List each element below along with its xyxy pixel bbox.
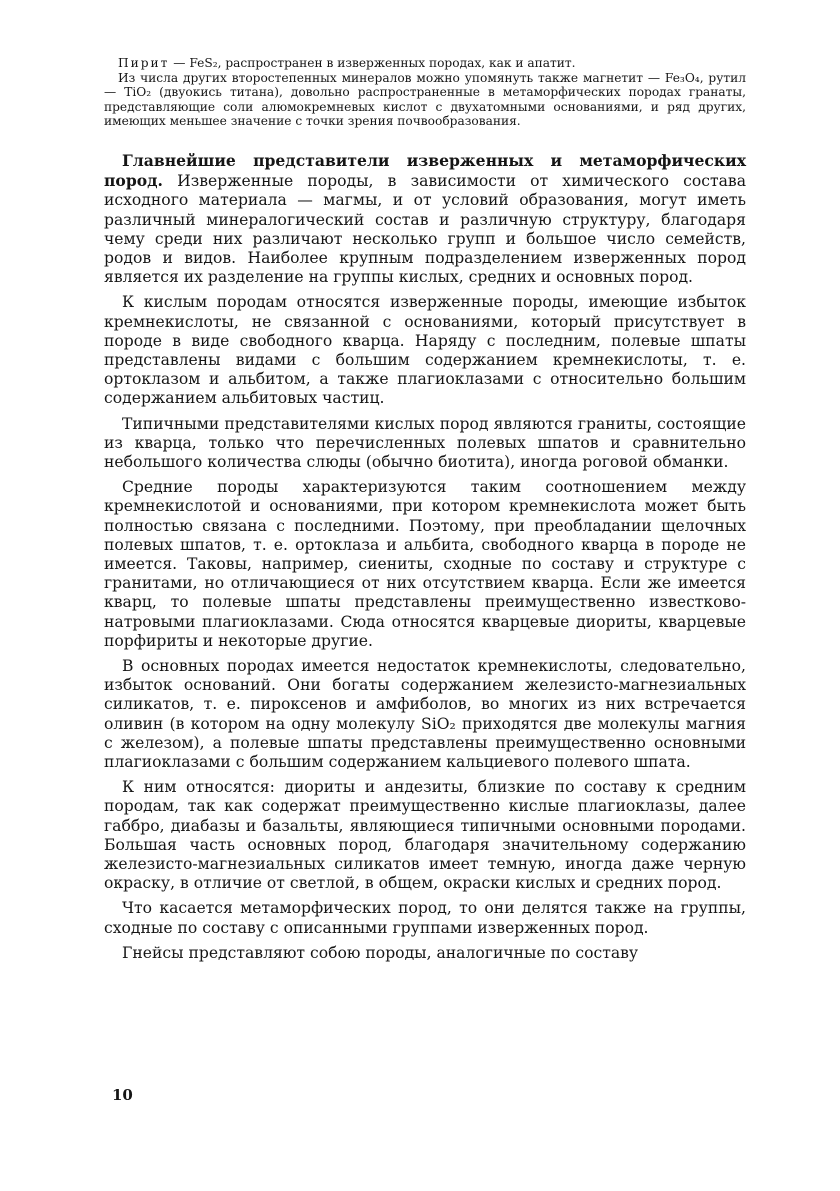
minor-minerals-paragraph: Из числа других второстепенных минералов можно упомянуть также магнетит — Fe₃O₄, рутил — TiO₂ (двуокись титана), довольно распространенные в метаморфических породах гранаты, представляющие соли алюмокремневых кислот с двухатомными основаниями, и ряд других, имеющих меньшее значение с точки зрения почвообразования. [104, 70, 746, 129]
intermediate-rocks-paragraph: Средние породы характеризуются таким соотношением между кремнекислотой и основаниями, при котором кремнекислота может быть полностью связана с последними. Поэтому, при преобладании щелочных полевых шпатов, т. е. ортоклаза и альбита, свободного кварца в породе не имеется. Таковы, например, сиениты, сходные по составу и структуре с гранитами, но отличающиеся от них отсутствием кварца. Если же имеется кварц, то полевые шпаты представлены преимущественно известково-натровыми плагиоклазами. Сюда относятся кварцевые диориты, кварцевые порфириты и некоторые другие. [104, 478, 746, 650]
acid-rocks-paragraph: К кислым породам относятся изверженные породы, имеющие избыток кремнекислоты, не связанной с основаниями, который присутствует в породе в виде свободного кварца. Наряду с последним, полевые шпаты представлены видами с большим содержанием кремнекислоты, т. е. ортоклазом и альбитом, а также плагиоклазами с относительно большим содержанием альбитовых частиц. [104, 293, 746, 408]
pyrite-paragraph [104, 56, 746, 71]
basic-rocks-paragraph: В основных породах имеется недостаток кремнекислоты, следовательно, избыток оснований. Они богаты содержанием железисто-магнезиальных силикатов, т. е. пироксенов и амфиболов, во многих из них встречается оливин (в котором на одну молекулу SiO₂ приходятся две молекулы магния с железом), а полевые шпаты представлены преимущественно основными плагиоклазами с большим содержанием кальциевого полевого шпата. [104, 657, 746, 772]
footnote-block [104, 56, 746, 129]
section-intro-paragraph [104, 151, 746, 287]
pyrite-text: — FeS₂, распространен в изверженных породах, как и апатит. [169, 56, 576, 70]
page-number: 10 [112, 1086, 133, 1104]
pyrite-term: Пирит [118, 56, 170, 70]
basic-rocks-examples-paragraph: К ним относятся: диориты и андезиты, близкие по составу к средним породам, так как содержат преимущественно кислые плагиоклазы, далее габбро, диабазы и базальты, являющиеся типичными основными породами. Большая часть основных пород, благодаря значительному содержанию железисто-магнезиальных силикатов имеет темную, иногда даже черную окраску, в отличие от светлой, в общем, окраски кислых и средних пород. [104, 778, 746, 893]
page-body [104, 56, 746, 969]
main-text [104, 151, 746, 963]
metamorphic-paragraph: Что касается метаморфических пород, то они делятся также на группы, сходные по составу с описанными группами изверженных пород. [104, 899, 746, 937]
section-intro-text: Изверженные породы, в зависимости от химического состава исходного материала — магмы, и от условий образования, могут иметь различный минералогический состав и различную структуру, благодаря чему среди них различают несколько групп и большое число семейств, родов и видов. Наиболее крупным подразделением изверженных пород является их разделение на группы кислых, средних и основных пород. [104, 172, 746, 287]
section-heading: Главнейшие представители изверженных и метаморфических пород. [104, 150, 746, 191]
granite-paragraph: Типичными представителями кислых пород являются граниты, состоящие из кварца, только что перечисленных полевых шпатов и сравнительно небольшого количества слюды (обычно биотита), иногда роговой обманки. [104, 414, 746, 472]
gneiss-paragraph: Гнейсы представляют собою породы, аналогичные по составу [122, 943, 639, 962]
